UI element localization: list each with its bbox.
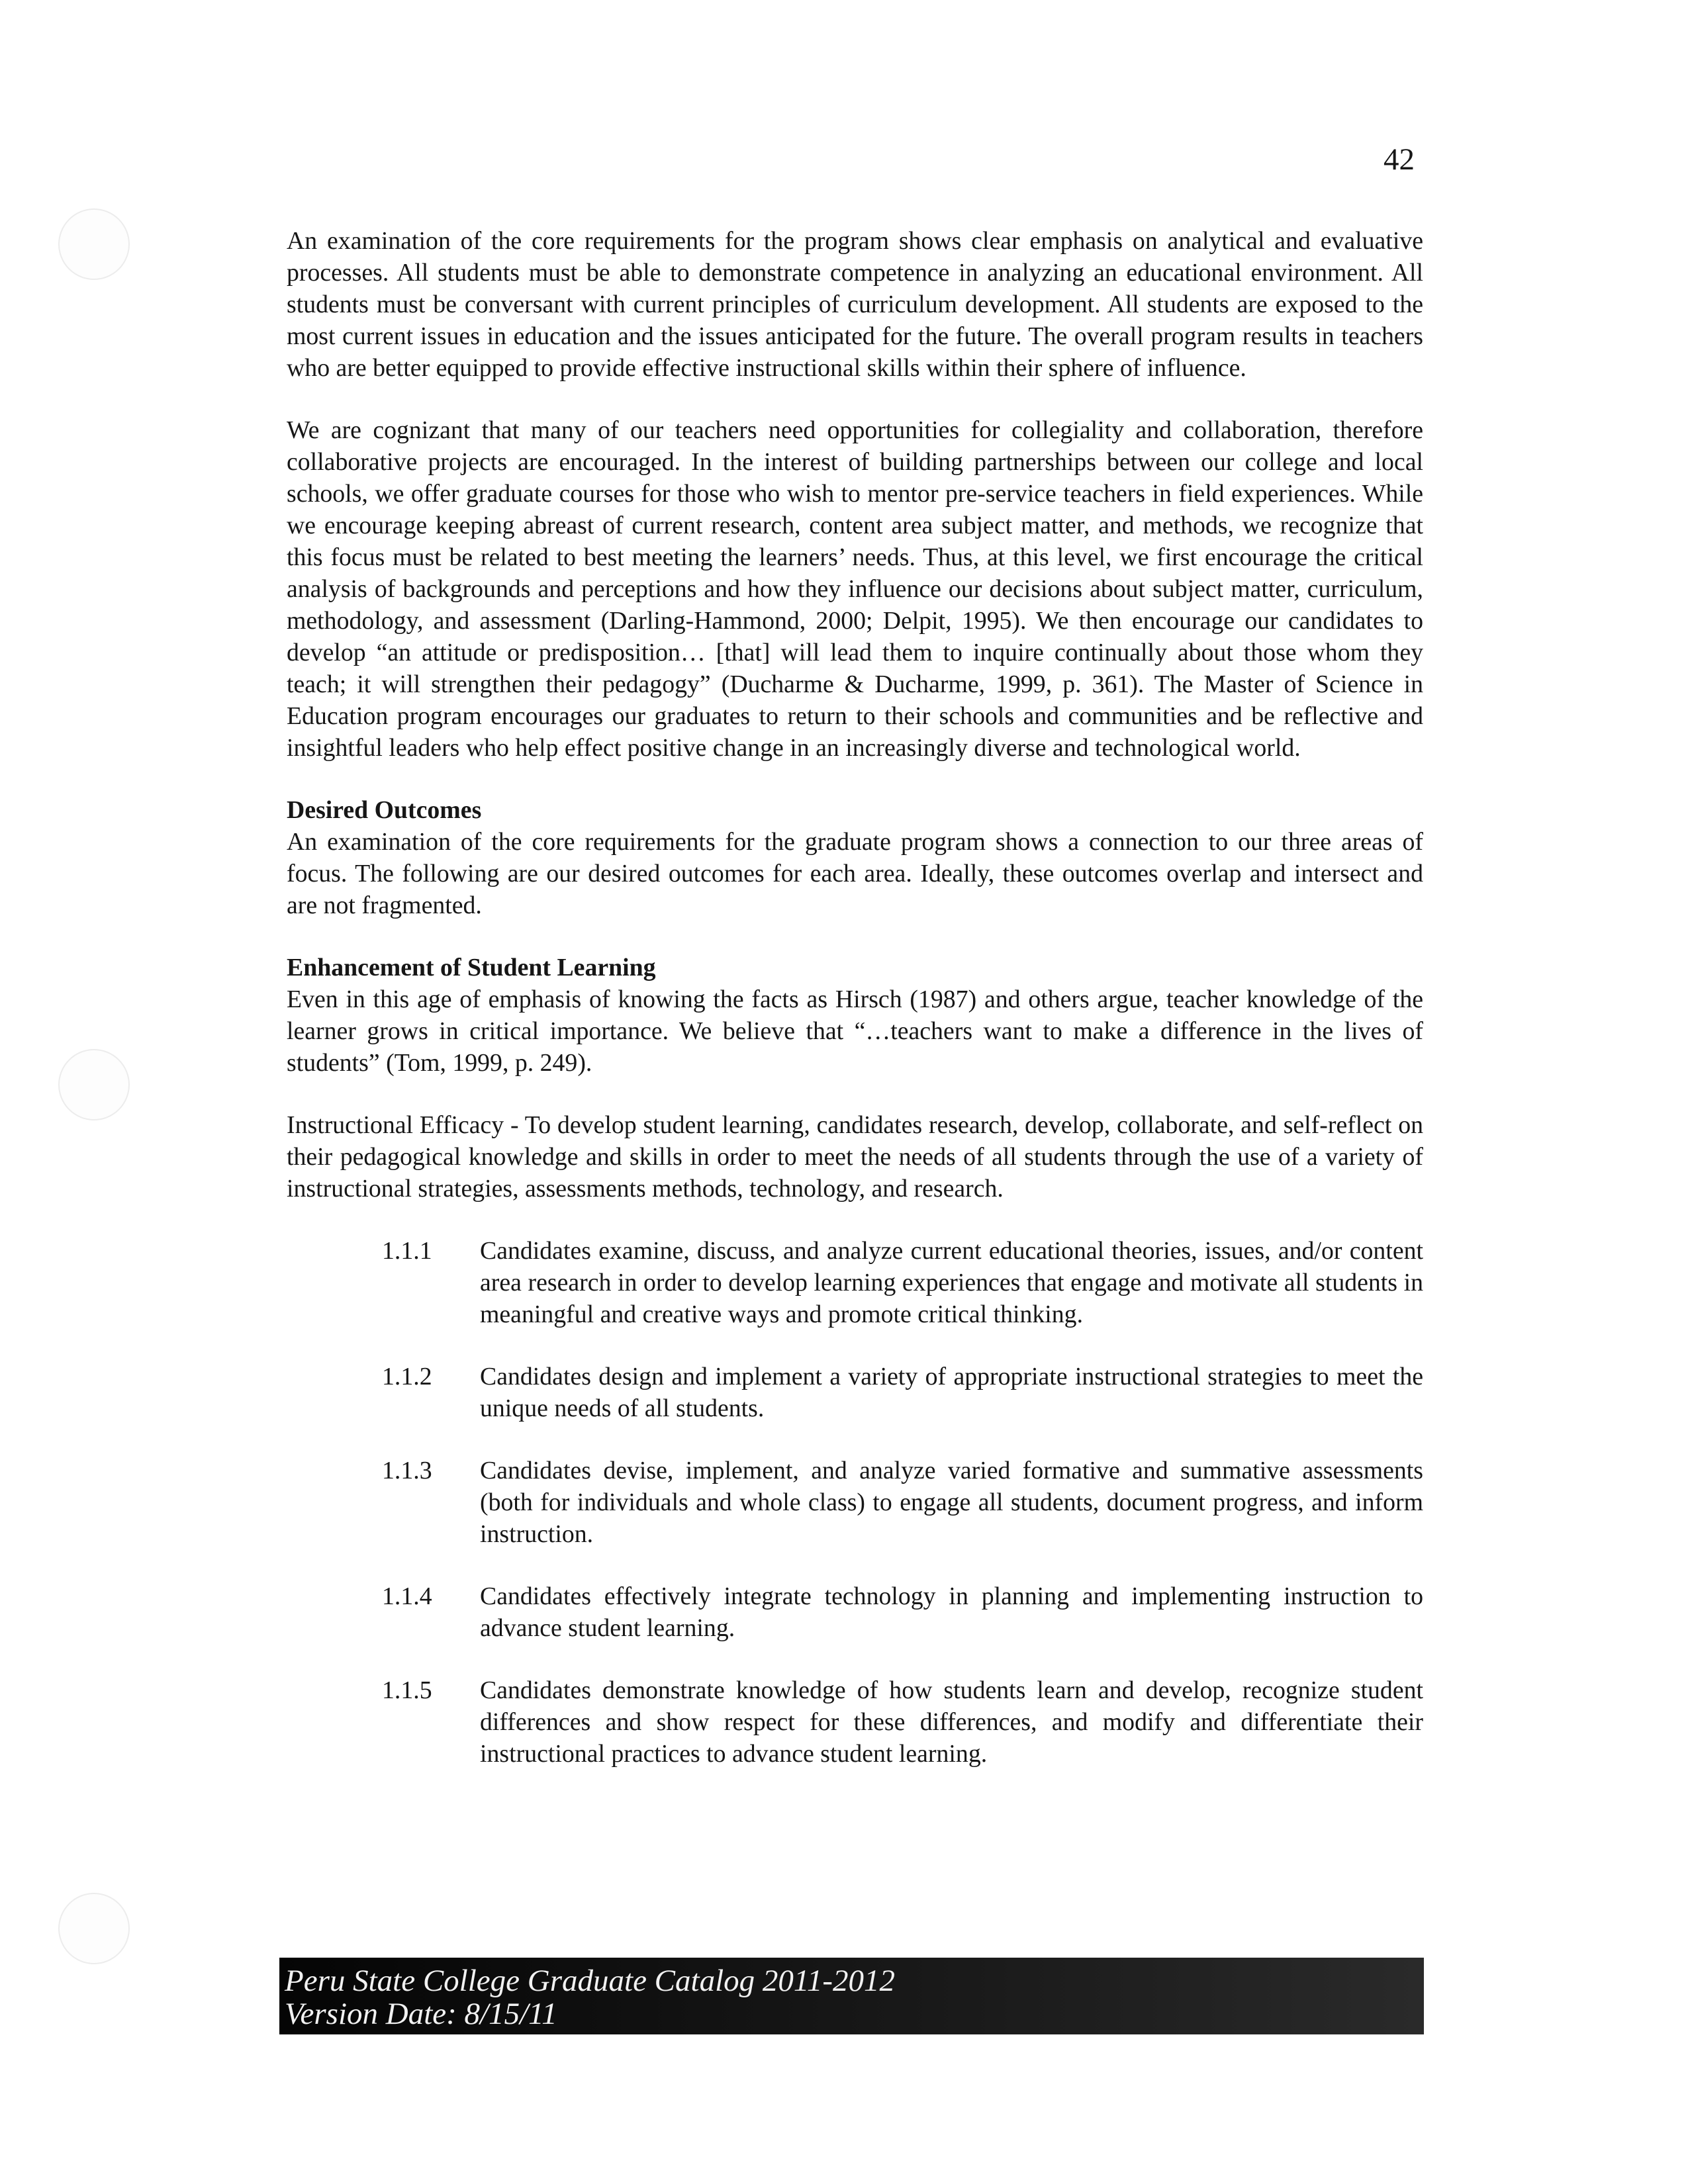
outcome-text: Candidates effectively integrate technology in planning and implementing instruction to advance student learning.	[480, 1582, 1423, 1642]
heading-enhancement-student-learning: Enhancement of Student Learning	[287, 954, 656, 981]
outcome-text: Candidates examine, discuss, and analyze current educational theories, issues, and/or content area research in order to develop learning experiences that engage and motivate all students in meaningful and creative ways and promote critical thinking.	[480, 1237, 1423, 1328]
footer-catalog-title: Peru State College Graduate Catalog 2011-2012	[285, 1964, 896, 1998]
outcome-number: 1.1.3	[382, 1457, 432, 1484]
paragraph-instructional-efficacy: Instructional Efficacy - To develop student learning, candidates research, develop, collaborate, and self-reflect on their pedagogical knowledge and skills in order to meet the needs of all students through the use of a variety of instructional strategies, assessments methods, technology, and research.	[287, 1111, 1423, 1203]
punch-hole-middle	[58, 1049, 130, 1120]
page-body	[287, 225, 1423, 1800]
page-number: 42	[1383, 142, 1415, 177]
outcome-number: 1.1.2	[382, 1363, 432, 1390]
outcome-number: 1.1.1	[382, 1237, 432, 1265]
paragraph-core-requirements: An examination of the core requirements for the program shows clear emphasis on analytical and evaluative processes. All students must be able to demonstrate competence in analyzing an educational environment. All students must be conversant with current principles of curriculum development. All students are exposed to the most current issues in education and the issues anticipated for the future. The overall program results in teachers who are better equipped to provide effective instructional skills within their sphere of influence.	[287, 227, 1423, 382]
punch-hole-top	[58, 208, 130, 280]
outcome-text: Candidates design and implement a variety of appropriate instructional strategies to meet the unique needs of all students.	[480, 1363, 1423, 1422]
outcome-list	[287, 1235, 1423, 1770]
paragraph-collegiality: We are cognizant that many of our teachers need opportunities for collegiality and collaboration, therefore collaborative projects are encouraged. In the interest of building partnerships between our college and local schools, we offer graduate courses for those who wish to mentor pre-service teachers in field experiences. While we encourage keeping abreast of current research, content area subject matter, and methods, we recognize that this focus must be related to best meeting the learners’ needs. Thus, at this level, we first encourage the critical analysis of backgrounds and perceptions and how they influence our decisions about subject matter, curriculum, methodology, and assessment (Darling-Hammond, 2000; Delpit, 1995). We then encourage our candidates to develop “an attitude or predisposition… [that] will lead them to inquire continually about those whom they teach; it will strengthen their pedagogy” (Ducharme & Ducharme, 1999, p. 361). The Master of Science in Education program encourages our graduates to return to their schools and communities and be reflective and insightful leaders who help effect positive change in an increasingly diverse and technological world.	[287, 416, 1423, 762]
outcome-item	[287, 1455, 1423, 1550]
outcome-text: Candidates devise, implement, and analyze varied formative and summative assessments (both for individuals and whole class) to engage all students, document progress, and inform instruction.	[480, 1457, 1423, 1548]
outcome-number: 1.1.4	[382, 1582, 432, 1610]
paragraph-desired-outcomes: An examination of the core requirements for the graduate program shows a connection to our three areas of focus. The following are our desired outcomes for each area. Ideally, these outcomes overlap and intersect and are not fragmented.	[287, 828, 1423, 919]
outcome-number: 1.1.5	[382, 1676, 432, 1704]
outcome-item	[287, 1361, 1423, 1424]
heading-desired-outcomes: Desired Outcomes	[287, 796, 482, 824]
catalog-footer-banner	[279, 1958, 1424, 2034]
outcome-item	[287, 1580, 1423, 1644]
outcome-text: Candidates demonstrate knowledge of how students learn and develop, recognize student differences and show respect for these differences, and modify and differentiate their instructional practices to advance student learning.	[480, 1676, 1423, 1768]
outcome-item	[287, 1235, 1423, 1330]
outcome-item	[287, 1674, 1423, 1770]
punch-hole-bottom	[58, 1893, 130, 1964]
footer-version-date: Version Date: 8/15/11	[285, 1997, 557, 2031]
paragraph-enhancement: Even in this age of emphasis of knowing the facts as Hirsch (1987) and others argue, teacher knowledge of the learner grows in critical importance. We believe that “…teachers want to make a difference in the lives of students” (Tom, 1999, p. 249).	[287, 985, 1423, 1077]
